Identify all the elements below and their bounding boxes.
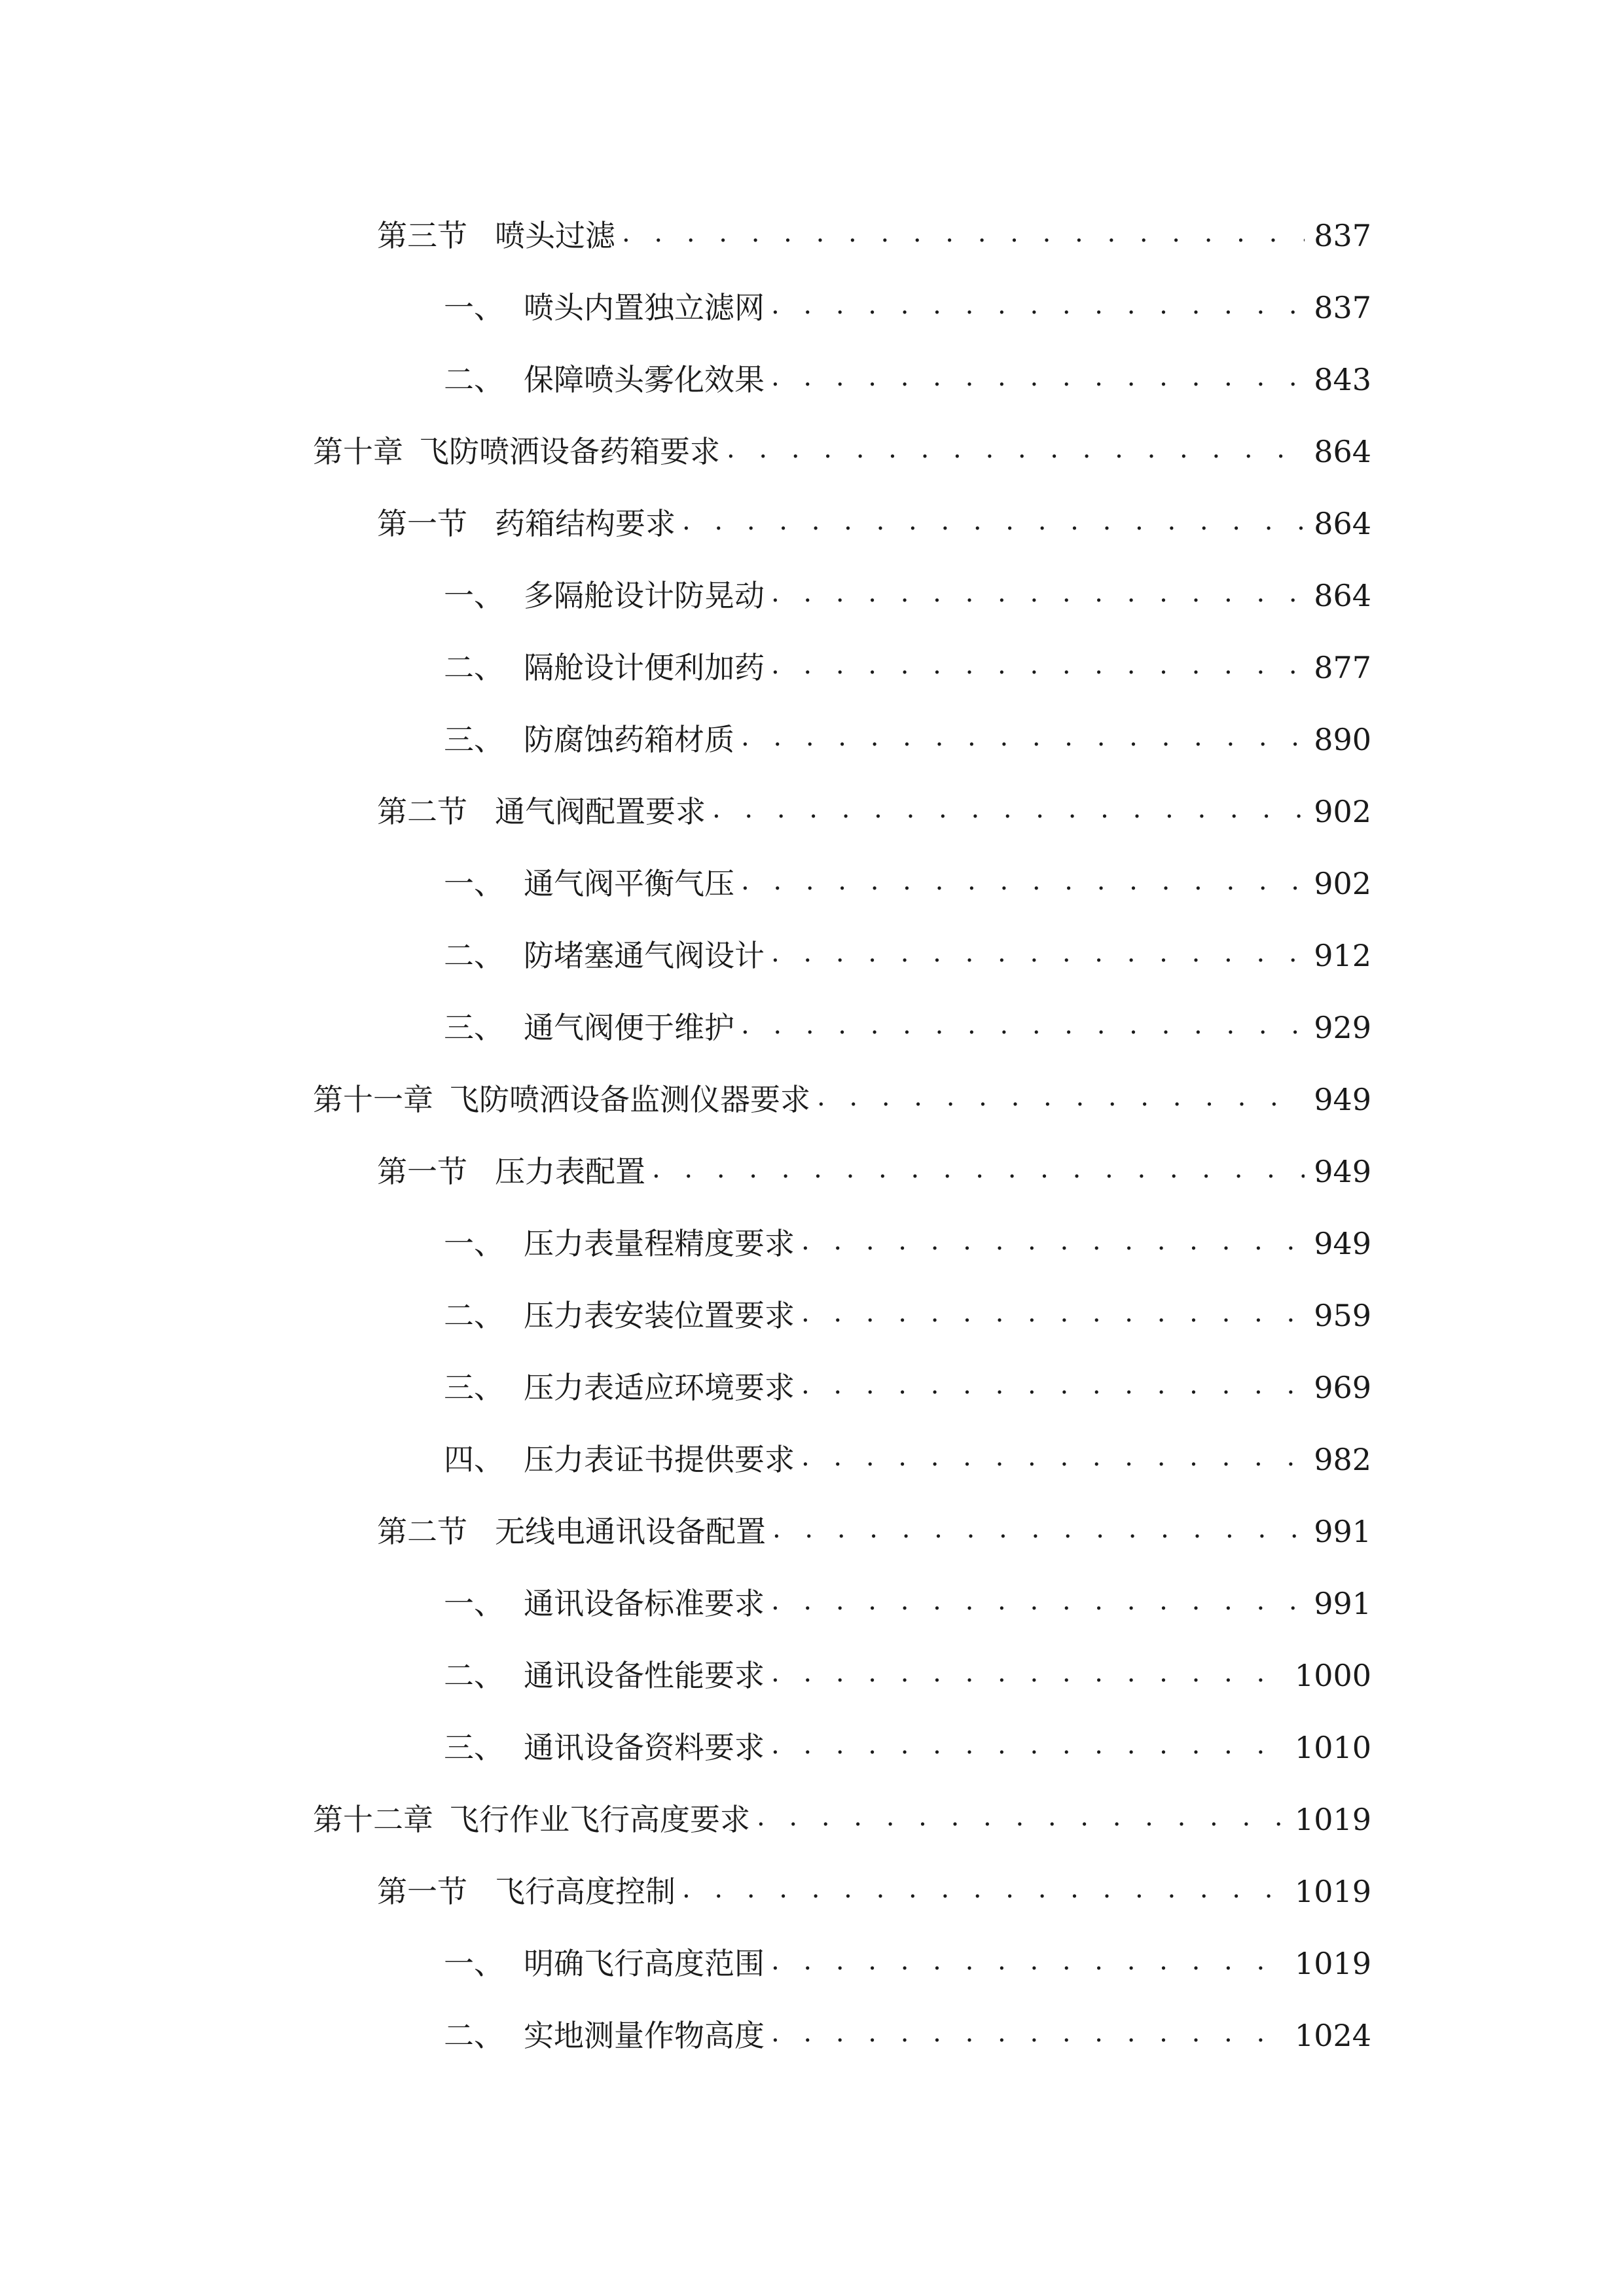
- toc-entry[interactable]: [444, 1996, 1371, 2055]
- entry-page-number: 890: [1314, 722, 1371, 757]
- toc-entry[interactable]: [444, 268, 1371, 327]
- entry-prefix: 三、: [444, 722, 504, 757]
- entry-page-number: 864: [1314, 578, 1371, 613]
- toc-entry[interactable]: [444, 1564, 1371, 1623]
- entry-page-number: 949: [1314, 1082, 1371, 1117]
- entry-prefix: 一、: [444, 578, 504, 613]
- entry-title: 实地测量作物高度: [524, 2018, 765, 2053]
- entry-title: 防堵塞通气阀设计: [524, 938, 765, 973]
- entry-prefix: 二、: [444, 2018, 504, 2053]
- entry-prefix: 第一节: [377, 1154, 467, 1189]
- entry-prefix: 二、: [444, 938, 504, 973]
- entry-title: 压力表适应环境要求: [524, 1370, 795, 1405]
- entry-prefix: 一、: [444, 866, 504, 901]
- toc-entry[interactable]: [313, 412, 1371, 471]
- entry-prefix: 第二节: [377, 794, 467, 829]
- entry-page-number: 991: [1314, 1586, 1371, 1621]
- entry-page-number: 877: [1314, 650, 1371, 685]
- toc-entry[interactable]: [444, 1636, 1371, 1695]
- dot-leader: [734, 861, 1305, 901]
- entry-page-number: 837: [1314, 290, 1371, 325]
- entry-title: 无线电通讯设备配置: [495, 1514, 766, 1549]
- entry-prefix: 第十二章: [313, 1802, 433, 1837]
- entry-title: 压力表量程精度要求: [524, 1226, 795, 1261]
- toc-entry[interactable]: [444, 988, 1371, 1047]
- toc-entry[interactable]: [444, 844, 1371, 903]
- entry-title: 飞防喷洒设备监测仪器要求: [449, 1082, 810, 1117]
- entry-page-number: 982: [1314, 1442, 1371, 1477]
- dot-leader: [795, 1221, 1305, 1261]
- entry-title: 飞防喷洒设备药箱要求: [419, 434, 720, 469]
- entry-title: 防腐蚀药箱材质: [524, 722, 734, 757]
- toc-entry[interactable]: [313, 1780, 1371, 1839]
- entry-page-number: 902: [1314, 866, 1371, 901]
- entry-prefix: 一、: [444, 290, 504, 325]
- toc-entry[interactable]: [444, 340, 1371, 399]
- entry-title: 多隔舱设计防晃动: [524, 578, 765, 613]
- dot-leader: [676, 501, 1305, 541]
- entry-title: 通气阀配置要求: [495, 794, 706, 829]
- toc-entry[interactable]: [444, 1276, 1371, 1335]
- entry-page-number: 959: [1314, 1298, 1371, 1333]
- dot-leader: [615, 213, 1305, 253]
- entry-title: 飞行高度控制: [495, 1874, 676, 1909]
- toc-entry[interactable]: [444, 916, 1371, 975]
- entry-prefix: 二、: [444, 650, 504, 685]
- entry-page-number: 864: [1314, 434, 1371, 469]
- entry-prefix: 第十章: [313, 434, 403, 469]
- dot-leader: [810, 1077, 1305, 1117]
- entry-prefix: 三、: [444, 1010, 504, 1045]
- entry-title: 喷头内置独立滤网: [524, 290, 765, 325]
- entry-page-number: 969: [1314, 1370, 1371, 1405]
- dot-leader: [734, 1005, 1305, 1045]
- entry-title: 保障喷头雾化效果: [524, 362, 765, 397]
- entry-title: 通讯设备性能要求: [524, 1658, 765, 1693]
- toc-entry[interactable]: [444, 1348, 1371, 1407]
- entry-page-number: 1019: [1294, 1802, 1371, 1837]
- entry-prefix: 二、: [444, 1658, 504, 1693]
- dot-leader: [765, 1581, 1305, 1621]
- toc-entry[interactable]: [377, 1492, 1371, 1551]
- toc-entry[interactable]: [444, 1420, 1371, 1479]
- dot-leader: [765, 357, 1305, 397]
- dot-leader: [795, 1365, 1305, 1405]
- entry-title: 通气阀便于维护: [524, 1010, 734, 1045]
- entry-prefix: 三、: [444, 1370, 504, 1405]
- toc-entry[interactable]: [313, 1060, 1371, 1119]
- entry-title: 压力表配置: [495, 1154, 645, 1189]
- entry-title: 喷头过滤: [495, 218, 615, 253]
- entry-prefix: 一、: [444, 1946, 504, 1981]
- dot-leader: [765, 2013, 1286, 2053]
- entry-title: 压力表安装位置要求: [524, 1298, 795, 1333]
- entry-page-number: 1024: [1294, 2018, 1371, 2053]
- dot-leader: [720, 429, 1305, 469]
- entry-prefix: 二、: [444, 362, 504, 397]
- entry-page-number: 949: [1314, 1154, 1371, 1189]
- dot-leader: [795, 1293, 1305, 1333]
- toc-entry[interactable]: [444, 1708, 1371, 1767]
- entry-title: 通讯设备标准要求: [524, 1586, 765, 1621]
- entry-prefix: 三、: [444, 1730, 504, 1765]
- entry-page-number: 912: [1314, 938, 1371, 973]
- toc-entry[interactable]: [377, 1132, 1371, 1191]
- entry-prefix: 一、: [444, 1586, 504, 1621]
- entry-page-number: 1019: [1294, 1946, 1371, 1981]
- dot-leader: [795, 1437, 1305, 1477]
- entry-title: 药箱结构要求: [495, 506, 676, 541]
- toc-entry[interactable]: [444, 628, 1371, 687]
- entry-page-number: 1019: [1294, 1874, 1371, 1909]
- entry-page-number: 1000: [1294, 1658, 1371, 1693]
- entry-prefix: 第三节: [377, 218, 467, 253]
- entry-page-number: 837: [1314, 218, 1371, 253]
- toc-entry[interactable]: [444, 1204, 1371, 1263]
- dot-leader: [706, 789, 1305, 829]
- toc-entry[interactable]: [377, 196, 1371, 255]
- entry-title: 飞行作业飞行高度要求: [449, 1802, 750, 1837]
- dot-leader: [765, 573, 1305, 613]
- entry-prefix: 二、: [444, 1298, 504, 1333]
- entry-prefix: 第一节: [377, 1874, 467, 1909]
- entry-page-number: 991: [1314, 1514, 1371, 1549]
- entry-prefix: 四、: [444, 1442, 504, 1477]
- dot-leader: [765, 1941, 1286, 1981]
- entry-page-number: 864: [1314, 506, 1371, 541]
- toc-entry[interactable]: [377, 1852, 1371, 1911]
- entry-title: 通讯设备资料要求: [524, 1730, 765, 1765]
- dot-leader: [766, 1509, 1305, 1549]
- dot-leader: [765, 645, 1305, 685]
- entry-prefix: 一、: [444, 1226, 504, 1261]
- entry-title: 隔舱设计便利加药: [524, 650, 765, 685]
- toc-entry[interactable]: [377, 484, 1371, 543]
- toc-entry[interactable]: [377, 772, 1371, 831]
- entry-prefix: 第一节: [377, 506, 467, 541]
- entry-page-number: 843: [1314, 362, 1371, 397]
- dot-leader: [734, 717, 1305, 757]
- entry-title: 通气阀平衡气压: [524, 866, 734, 901]
- dot-leader: [765, 1653, 1286, 1693]
- dot-leader: [765, 285, 1305, 325]
- toc-entry[interactable]: [444, 700, 1371, 759]
- dot-leader: [765, 1725, 1286, 1765]
- entry-title: 压力表证书提供要求: [524, 1442, 795, 1477]
- entry-title: 明确飞行高度范围: [524, 1946, 765, 1981]
- entry-page-number: 1010: [1294, 1730, 1371, 1765]
- toc-entry[interactable]: [444, 1924, 1371, 1983]
- toc-entry[interactable]: [444, 556, 1371, 615]
- dot-leader: [645, 1149, 1305, 1189]
- entry-page-number: 902: [1314, 794, 1371, 829]
- entry-prefix: 第二节: [377, 1514, 467, 1549]
- dot-leader: [676, 1869, 1286, 1909]
- entry-page-number: 949: [1314, 1226, 1371, 1261]
- dot-leader: [765, 933, 1305, 973]
- dot-leader: [750, 1797, 1286, 1837]
- entry-prefix: 第十一章: [313, 1082, 433, 1117]
- entry-page-number: 929: [1314, 1010, 1371, 1045]
